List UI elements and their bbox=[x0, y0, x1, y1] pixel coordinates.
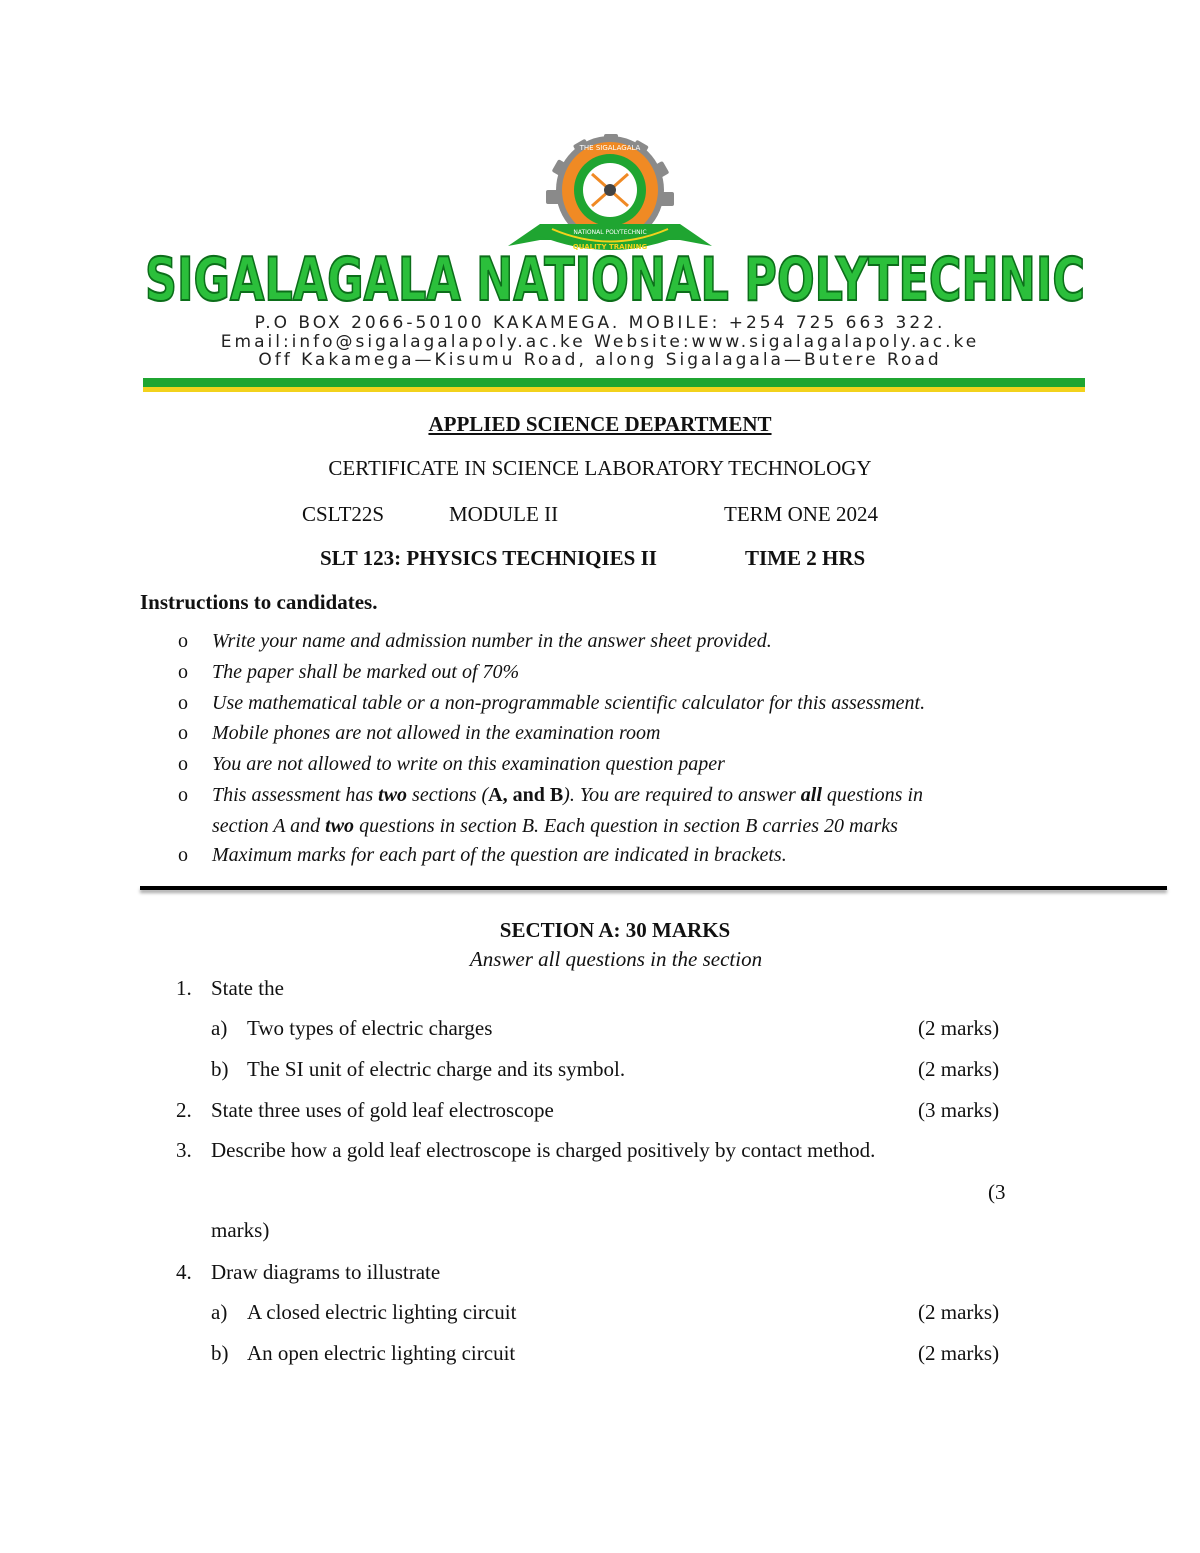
paper-title: SLT 123: PHYSICS TECHNIQIES II bbox=[320, 546, 657, 570]
instruction-text: Mobile phones are not allowed in the examination room bbox=[212, 722, 661, 744]
bullet-icon: o bbox=[178, 784, 188, 806]
question-number: 3. bbox=[176, 1138, 192, 1162]
instruction-text: questions in section B. Each question in section B carries 20 marks bbox=[354, 815, 898, 837]
sub-question-letter: b) bbox=[211, 1057, 229, 1081]
question-number: 4. bbox=[176, 1260, 192, 1284]
address-line-2: Email:info@sigalagalapoly.ac.ke Website:www.sigalagalapoly.ac.ke bbox=[220, 332, 980, 352]
instruction-item-sections-cont bbox=[212, 815, 1112, 838]
exam-time: TIME 2 HRS bbox=[745, 546, 866, 570]
instruction-item bbox=[178, 722, 1078, 745]
logo-ribbon-text: QUALITY TRAINING bbox=[572, 243, 648, 251]
marks-label-wrap: marks) bbox=[211, 1218, 270, 1242]
bullet-icon: o bbox=[178, 630, 188, 652]
logo-emblem bbox=[500, 128, 720, 256]
question-text: Draw diagrams to illustrate bbox=[211, 1260, 441, 1284]
logo-ring-text-bottom: NATIONAL POLYTECHNIC bbox=[573, 229, 647, 236]
college-name-text: SIGALAGALA NATIONAL POLYTECHNIC bbox=[145, 245, 1085, 315]
instruction-emphasis: A, and B bbox=[488, 784, 564, 806]
sub-question-text: Two types of electric charges bbox=[247, 1016, 493, 1040]
logo-ring-text-top: THE SIGALAGALA bbox=[579, 144, 641, 152]
sub-question-text: The SI unit of electric charge and its symbol. bbox=[247, 1057, 626, 1081]
instruction-text: questions in bbox=[821, 784, 924, 806]
marks-label: (2 marks) bbox=[918, 1016, 1000, 1040]
instruction-text: This assessment has bbox=[212, 784, 379, 806]
instruction-item bbox=[178, 630, 1078, 653]
question-number: 1. bbox=[176, 976, 192, 1000]
bullet-icon: o bbox=[178, 722, 188, 744]
instruction-text: The paper shall be marked out of 70% bbox=[212, 661, 520, 683]
department-title: APPLIED SCIENCE DEPARTMENT bbox=[428, 412, 772, 436]
question-text: State three uses of gold leaf electroscope bbox=[211, 1098, 554, 1122]
marks-label: (2 marks) bbox=[918, 1057, 1000, 1081]
instruction-item bbox=[178, 753, 1078, 776]
module-label: MODULE II bbox=[449, 502, 559, 526]
marks-label: (2 marks) bbox=[918, 1300, 1000, 1324]
instruction-text: ). You are required to answer bbox=[563, 784, 801, 806]
instruction-item-sections bbox=[178, 784, 1078, 807]
term-label: TERM ONE 2024 bbox=[724, 502, 878, 526]
instructions-heading: Instructions to candidates. bbox=[140, 590, 378, 614]
instruction-item bbox=[178, 844, 1078, 867]
sub-question-letter: a) bbox=[211, 1300, 228, 1324]
bullet-icon: o bbox=[178, 844, 188, 866]
instruction-item bbox=[178, 692, 1078, 715]
marks-label: (3 marks) bbox=[918, 1098, 1000, 1122]
question-text: State the bbox=[211, 976, 284, 1000]
question-number: 2. bbox=[176, 1098, 192, 1122]
question-text: Describe how a gold leaf electroscope is charged positively by contact method. bbox=[211, 1138, 876, 1162]
address-line-1: P.O BOX 2066-50100 KAKAMEGA. MOBILE: +254 725 663 322. bbox=[254, 313, 946, 333]
address-line-3: Off Kakamega—Kisumu Road, along Sigalagala—Butere Road bbox=[258, 350, 942, 370]
college-logo bbox=[500, 128, 720, 256]
section-divider bbox=[140, 886, 1167, 890]
sub-question-text: An open electric lighting circuit bbox=[247, 1341, 516, 1365]
instruction-emphasis: two bbox=[325, 815, 355, 837]
instruction-text: sections ( bbox=[407, 784, 489, 806]
college-name bbox=[140, 245, 1090, 315]
section-a-title: SECTION A: 30 MARKS bbox=[499, 918, 731, 942]
bullet-icon: o bbox=[178, 692, 188, 714]
instruction-text: Write your name and admission number in the answer sheet provided. bbox=[212, 630, 772, 652]
course-title: CERTIFICATE IN SCIENCE LABORATORY TECHNOLOGY bbox=[328, 456, 872, 480]
instruction-text: section A and bbox=[212, 815, 326, 837]
sub-question-letter: b) bbox=[211, 1341, 229, 1365]
class-code: CSLT22S bbox=[302, 502, 385, 526]
bullet-icon: o bbox=[178, 661, 188, 683]
sub-question-text: A closed electric lighting circuit bbox=[247, 1300, 517, 1324]
instruction-item bbox=[178, 661, 1078, 684]
bullet-icon: o bbox=[178, 753, 188, 775]
marks-label: (2 marks) bbox=[918, 1341, 1000, 1365]
instruction-emphasis: two bbox=[378, 784, 408, 806]
instruction-emphasis: all bbox=[800, 784, 822, 806]
instruction-text: Maximum marks for each part of the question are indicated in brackets. bbox=[212, 844, 787, 866]
sub-question-letter: a) bbox=[211, 1016, 228, 1040]
marks-label: (3 bbox=[988, 1180, 1006, 1204]
header-divider-yellow bbox=[143, 387, 1085, 392]
header-divider-green bbox=[143, 378, 1085, 387]
instruction-text: Use mathematical table or a non-programmable scientific calculator for this assessment. bbox=[212, 692, 926, 714]
instruction-text: You are not allowed to write on this examination question paper bbox=[212, 753, 725, 775]
college-name-art bbox=[140, 245, 1090, 315]
section-a-subtitle: Answer all questions in the section bbox=[469, 947, 763, 971]
